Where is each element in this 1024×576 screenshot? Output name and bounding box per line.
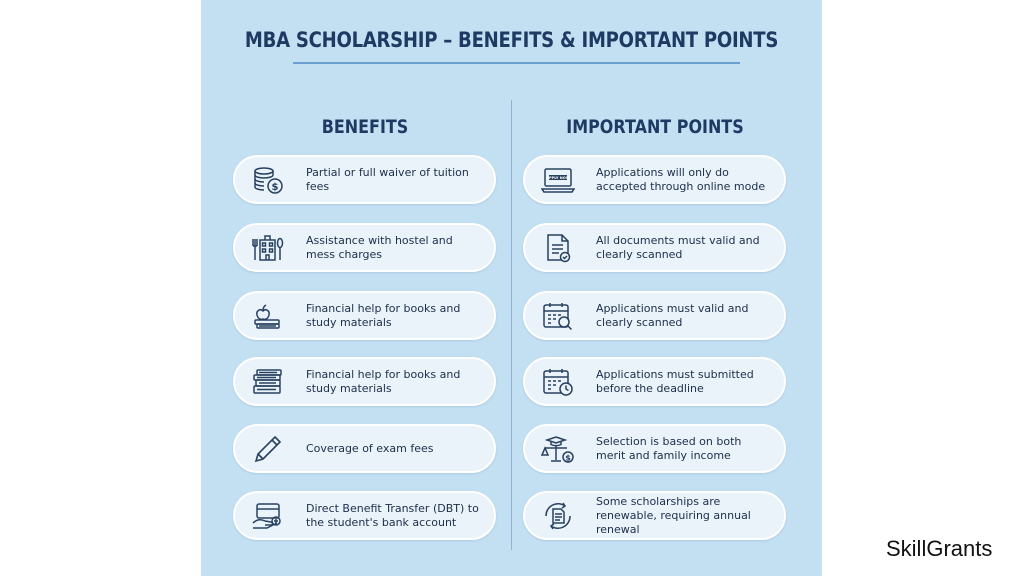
benefit-text: Coverage of exam fees	[306, 441, 434, 455]
coins-dollar-icon	[251, 165, 285, 195]
scale-grad-icon	[541, 434, 575, 464]
benefit-text: Financial help for books and study materials	[306, 367, 461, 395]
important-point-item	[523, 491, 786, 540]
svg-text:$: $	[271, 182, 279, 193]
important-point-item	[523, 155, 786, 204]
benefit-text: Assistance with hostel and mess charges	[306, 233, 453, 261]
important-point-item	[523, 223, 786, 272]
benefit-text: Direct Benefit Transfer (DBT) to the student's bank account	[306, 501, 479, 529]
important-point-text: Selection is based on both merit and family income	[596, 434, 742, 462]
benefit-item	[233, 223, 496, 272]
svg-text:$: $	[565, 453, 571, 463]
renew-document-icon	[541, 501, 575, 531]
benefit-item	[233, 155, 496, 204]
calendar-clock-icon	[541, 367, 575, 397]
important-point-item	[523, 357, 786, 406]
important-point-item	[523, 424, 786, 473]
infographic-panel	[201, 0, 822, 576]
benefit-text: Partial or full waiver of tuition fees	[306, 165, 469, 193]
benefit-text: Financial help for books and study materials	[306, 301, 461, 329]
benefit-item	[233, 291, 496, 340]
laptop-apply-icon	[541, 165, 575, 195]
benefit-item	[233, 357, 496, 406]
benefits-heading: BENEFITS	[321, 116, 409, 138]
important-point-item	[523, 291, 786, 340]
document-check-icon	[541, 233, 575, 263]
important-point-text: Applications must submitted before the deadline	[596, 367, 754, 395]
apply-now-label: APPLY NOW	[546, 176, 570, 180]
important-point-text: All documents must valid and clearly scanned	[596, 233, 760, 261]
pencil-icon	[251, 434, 285, 464]
brand-watermark: SkillGrants	[886, 536, 993, 561]
books-apple-icon	[251, 301, 285, 331]
column-divider	[511, 100, 512, 550]
calendar-search-icon	[541, 301, 575, 331]
important-points-heading: IMPORTANT POINTS	[566, 116, 744, 138]
stacked-books-icon	[251, 367, 285, 397]
important-point-text: Some scholarships are renewable, requiring annual renewal	[596, 494, 751, 536]
hostel-dining-icon	[251, 233, 285, 263]
benefit-item	[233, 491, 496, 540]
title-underline	[293, 62, 740, 64]
benefit-item	[233, 424, 496, 473]
card-transfer-icon	[251, 501, 285, 531]
page-title: MBA SCHOLARSHIP – BENEFITS & IMPORTANT POINTS	[244, 28, 779, 52]
important-point-text: Applications must valid and clearly scanned	[596, 301, 749, 329]
important-point-text: Applications will only do accepted through online mode	[596, 165, 766, 193]
